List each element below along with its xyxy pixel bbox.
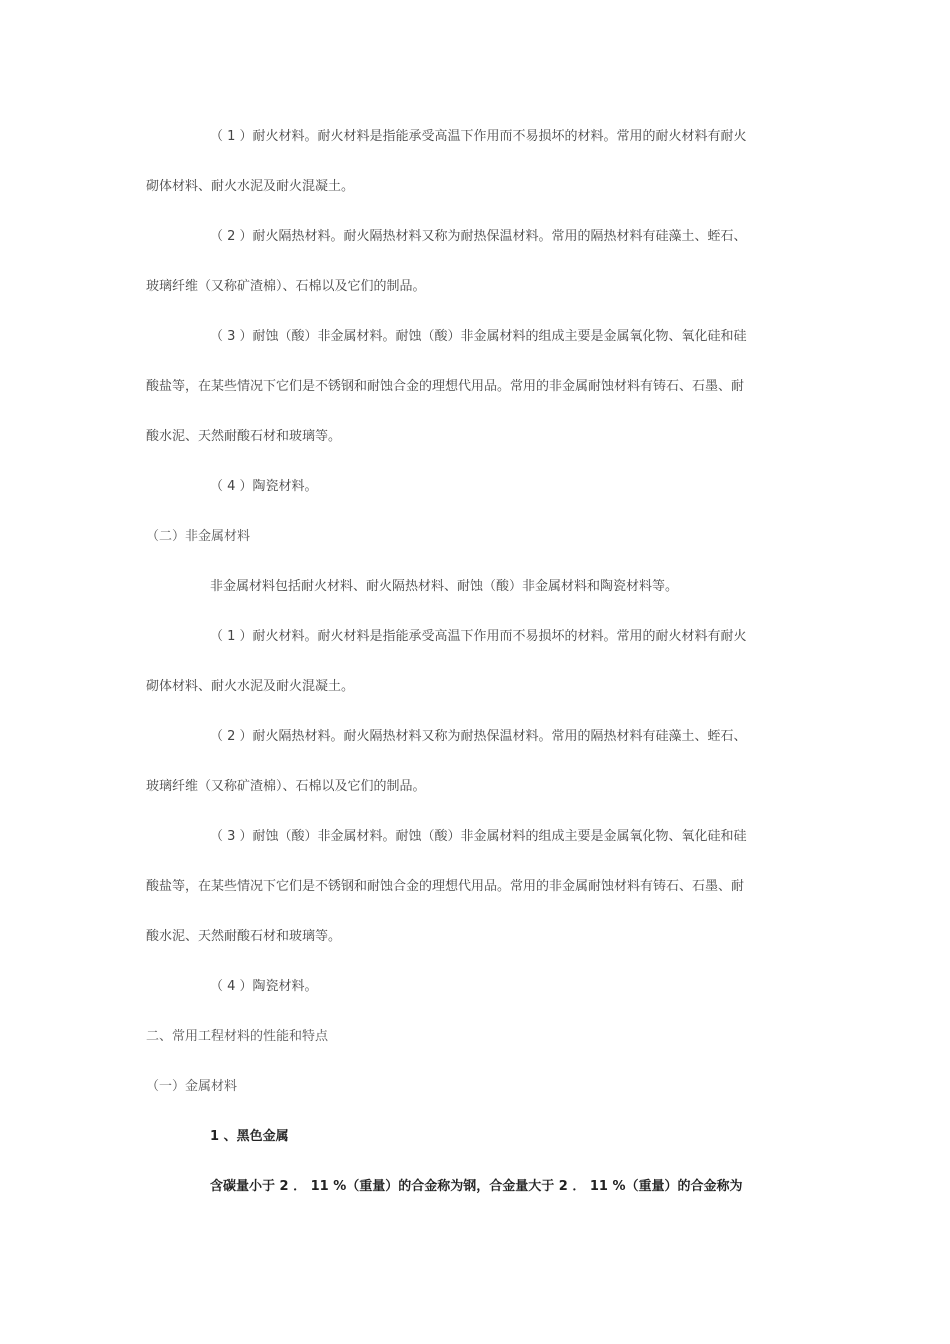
section-heading: （二）非金属材料 bbox=[146, 529, 251, 544]
paragraph-line: 非金属材料包括耐火材料、耐火隔热材料、耐蚀（酸）非金属材料和陶瓷材料等。 bbox=[210, 579, 679, 594]
paragraph-line: 含碳量小于 2 ． 11 %（重量）的合金称为钢，合金量大于 2 ． 11 %（重量）的合金称为 bbox=[210, 1179, 743, 1194]
paragraph-line: 玻璃纤维（又称矿渣棉）、石棉以及它们的制品。 bbox=[146, 779, 426, 794]
paragraph-line: （ 1 ）耐火材料。耐火材料是指能承受高温下作用而不易损坏的材料。常用的耐火材料有耐火 bbox=[210, 629, 747, 644]
paragraph-line: 酸盐等，在某些情况下它们是不锈钢和耐蚀合金的理想代用品。常用的非金属耐蚀材料有铸石、石墨、耐 bbox=[146, 379, 745, 394]
section-heading: （一）金属材料 bbox=[146, 1079, 238, 1094]
paragraph-line: 玻璃纤维（又称矿渣棉）、石棉以及它们的制品。 bbox=[146, 279, 426, 294]
paragraph-line: （ 1 ）耐火材料。耐火材料是指能承受高温下作用而不易损坏的材料。常用的耐火材料有耐火 bbox=[210, 129, 747, 144]
paragraph-line: 酸水泥、天然耐酸石材和玻璃等。 bbox=[146, 429, 342, 444]
paragraph-line: （ 2 ）耐火隔热材料。耐火隔热材料又称为耐热保温材料。常用的隔热材料有硅藻土、蛭石、 bbox=[210, 729, 747, 744]
section-heading: 二、常用工程材料的性能和特点 bbox=[146, 1029, 329, 1044]
paragraph-line: 酸水泥、天然耐酸石材和玻璃等。 bbox=[146, 929, 342, 944]
paragraph-line: （ 3 ）耐蚀（酸）非金属材料。耐蚀（酸）非金属材料的组成主要是金属氧化物、氧化硅和硅 bbox=[210, 329, 747, 344]
paragraph-line: 砌体材料、耐火水泥及耐火混凝土。 bbox=[146, 179, 355, 194]
paragraph-line: 砌体材料、耐火水泥及耐火混凝土。 bbox=[146, 679, 355, 694]
paragraph-line: （ 3 ）耐蚀（酸）非金属材料。耐蚀（酸）非金属材料的组成主要是金属氧化物、氧化硅和硅 bbox=[210, 829, 747, 844]
paragraph-line: （ 4 ）陶瓷材料。 bbox=[210, 979, 318, 994]
subsection-heading: 1 、黑色金属 bbox=[210, 1129, 289, 1144]
paragraph-line: （ 2 ）耐火隔热材料。耐火隔热材料又称为耐热保温材料。常用的隔热材料有硅藻土、蛭石、 bbox=[210, 229, 747, 244]
paragraph-line: 酸盐等，在某些情况下它们是不锈钢和耐蚀合金的理想代用品。常用的非金属耐蚀材料有铸石、石墨、耐 bbox=[146, 879, 745, 894]
paragraph-line: （ 4 ）陶瓷材料。 bbox=[210, 479, 318, 494]
